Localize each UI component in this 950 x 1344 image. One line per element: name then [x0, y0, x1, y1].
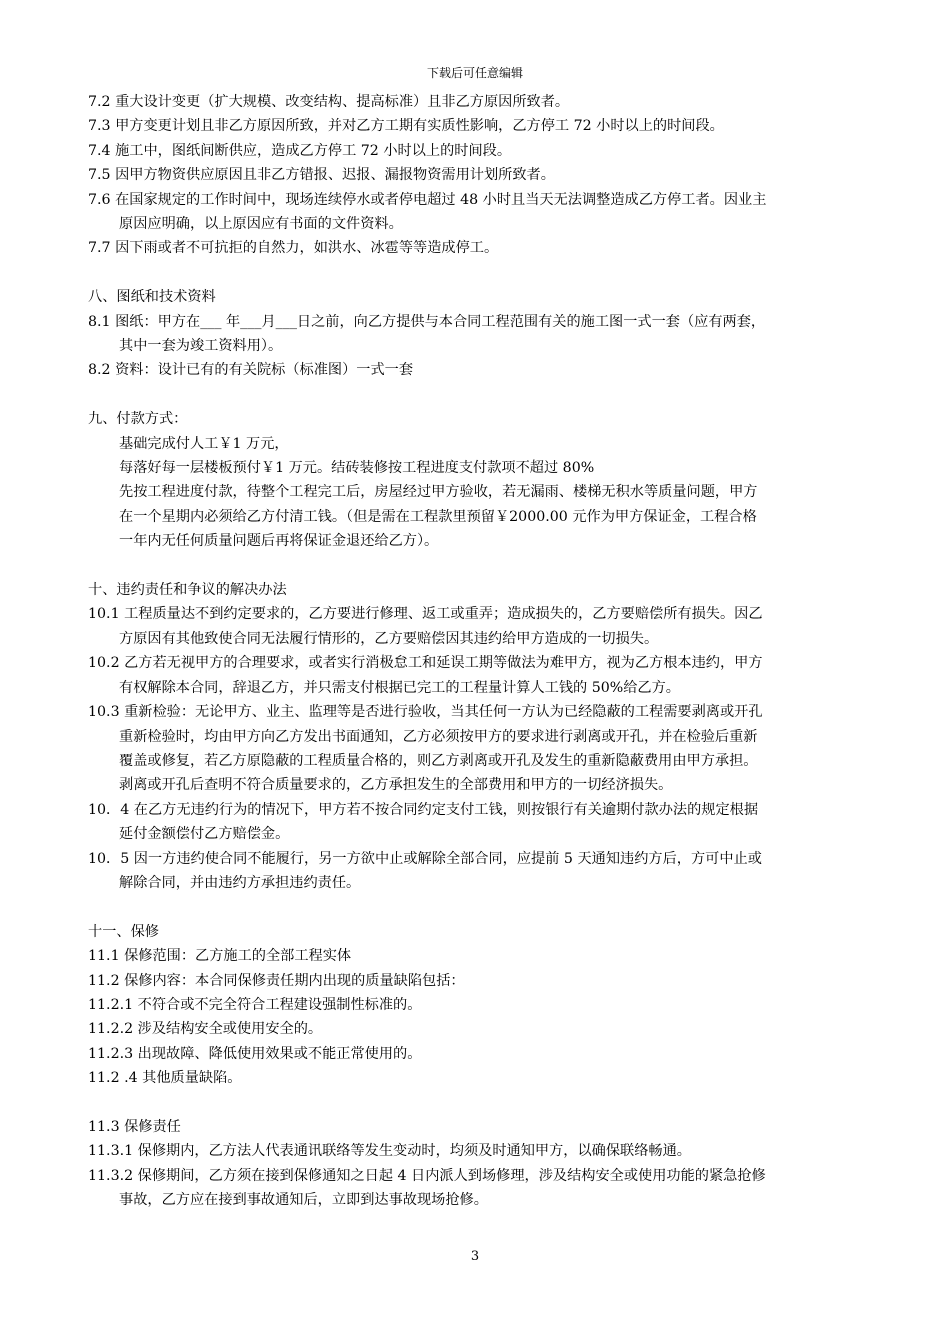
paragraph-line: 8.1 图纸：甲方在___ 年___月___日之前，向乙方提供与本合同工程范围有关的施工图一式一套（应有两套，: [88, 313, 766, 330]
paragraph-line: 11.2.3 出现故障、降低使用效果或不能正常使用的。: [88, 1045, 422, 1062]
paragraph-continuation: 原因应明确，以上原因应有书面的文件资料。: [119, 216, 403, 233]
paragraph-continuation: 方原因有其他致使合同无法履行情形的，乙方要赔偿因其违约给甲方造成的一切损失。: [119, 630, 659, 647]
paragraph-continuation: 剥离或开孔后查明不符合质量要求的，乙方承担发生的全部费用和甲方的一切经济损失。: [119, 777, 673, 794]
blank-line: [88, 383, 878, 407]
blank-line: [88, 1091, 878, 1115]
paragraph-line: 11.2.2 涉及结构安全或使用安全的。: [88, 1021, 323, 1038]
paragraph-line: 11.3 保修责任: [88, 1118, 181, 1135]
page-header: 下载后可任意编辑: [426, 66, 523, 80]
blank-line: [88, 895, 878, 919]
paragraph-continuation: 重新检验时，均由甲方向乙方发出书面通知，乙方必须按甲方的要求进行剥离或开孔，并在检验后重新: [119, 728, 758, 745]
paragraph-line: 10.3 重新检验：无论甲方、业主、监理等是否进行验收，当其任何一方认为已经隐蔽的工程需要剥离或开孔: [88, 704, 763, 721]
paragraph-line: 7.4 施工中，图纸间断供应，造成乙方停工 72 小时以上的时间段。: [88, 142, 512, 159]
paragraph-line: 十一、保修: [88, 923, 159, 940]
paragraph-line: 8.2 资料：设计已有的有关院标（标准图）一式一套: [88, 362, 414, 379]
paragraph-line: 7.6 在国家规定的工作时间中，现场连续停水或者停电超过 48 小时且当天无法调整造成乙方停工者。因业主: [88, 191, 767, 208]
paragraph-line: 十、违约责任和争议的解决办法: [88, 582, 287, 599]
paragraph-continuation: 有权解除本合同，辞退乙方，并只需支付根据已完工的工程量计算人工钱的 50%给乙方。: [119, 679, 680, 696]
paragraph-continuation: 延付金额偿付乙方赔偿金。: [119, 826, 290, 843]
paragraph-line: 八、图纸和技术资料: [88, 289, 216, 306]
paragraph-line: 10．4 在乙方无违约行为的情况下，甲方若不按合同约定支付工钱，则按银行有关逾期付款办法的规定根据: [88, 801, 759, 818]
paragraph-line: 11.2 .4 其他质量缺陷。: [88, 1070, 242, 1087]
paragraph-line: 10.1 工程质量达不到约定要求的，乙方要进行修理、返工或重弄；造成损失的，乙方要赔偿所有损失。因乙: [88, 606, 763, 623]
paragraph-continuation: 解除合同，并由违约方承担违约责任。: [119, 874, 361, 891]
paragraph-line: 7.5 因甲方物资供应原因且非乙方错报、迟报、漏报物资需用计划所致者。: [88, 167, 555, 184]
paragraph-line: 7.2 重大设计变更（扩大规模、改变结构、提高标准）且非乙方原因所致者。: [88, 94, 570, 110]
paragraph-line: 11.1 保修范围：乙方施工的全部工程实体: [88, 948, 352, 965]
blank-line: [88, 554, 878, 578]
document-body: [88, 90, 878, 1213]
paragraph-line: 基础完成付人工￥1 万元，: [119, 435, 289, 452]
paragraph-line: 11.2.1 不符合或不完全符合工程建设强制性标准的。: [88, 996, 422, 1013]
paragraph-line: 在一个星期内必须给乙方付清工钱。（但是需在工程款里预留￥2000.00 元作为甲方保证金，工程合格: [119, 508, 757, 525]
paragraph-line: 每落好每一层楼板预付￥1 万元。结砖装修按工程进度支付款项不超过 80%: [119, 460, 595, 477]
paragraph-continuation: 其中一套为竣工资料用）。: [119, 338, 283, 355]
paragraph-line: 九、付款方式：: [88, 411, 188, 428]
paragraph-line: 先按工程进度付款，待整个工程完工后，房屋经过甲方验收，若无漏雨、楼梯无积水等质量问题，甲方: [119, 484, 758, 501]
paragraph-line: 11.3.2 保修期间，乙方须在接到保修通知之日起 4 日内派人到场修理，涉及结构安全或使用功能的紧急抢修: [88, 1167, 766, 1184]
paragraph-line: 11.3.1 保修期内，乙方法人代表通讯联络等发生变动时，均须及时通知甲方，以确保联络畅通。: [88, 1143, 691, 1160]
paragraph-line: 7.3 甲方变更计划且非乙方原因所致，并对乙方工期有实质性影响，乙方停工 72 小时以上的时间段。: [88, 118, 724, 135]
paragraph-line: 10．5 因一方违约使合同不能履行，另一方欲中止或解除全部合同，应提前 5 天通知违约方后，方可中止或: [88, 850, 762, 867]
paragraph-continuation: 覆盖或修复，若乙方原隐蔽的工程质量合格的，则乙方剥离或开孔及发生的重新隐蔽费用由甲方承担。: [119, 752, 758, 769]
blank-line: [88, 261, 878, 285]
paragraph-continuation: 事故，乙方应在接到事故通知后，立即到达事故现场抢修。: [119, 1192, 488, 1209]
paragraph-line: 11.2 保修内容：本合同保修责任期内出现的质量缺陷包括：: [88, 972, 465, 989]
paragraph-line: 10.2 乙方若无视甲方的合理要求，或者实行消极怠工和延误工期等做法为难甲方，视为乙方根本违约，甲方: [88, 655, 763, 672]
paragraph-line: 7.7 因下雨或者不可抗拒的自然力，如洪水、冰雹等等造成停工。: [88, 240, 499, 257]
page-number: 3: [470, 1249, 480, 1264]
paragraph-line: 一年内无任何质量问题后再将保证金退还给乙方）。: [119, 533, 439, 550]
